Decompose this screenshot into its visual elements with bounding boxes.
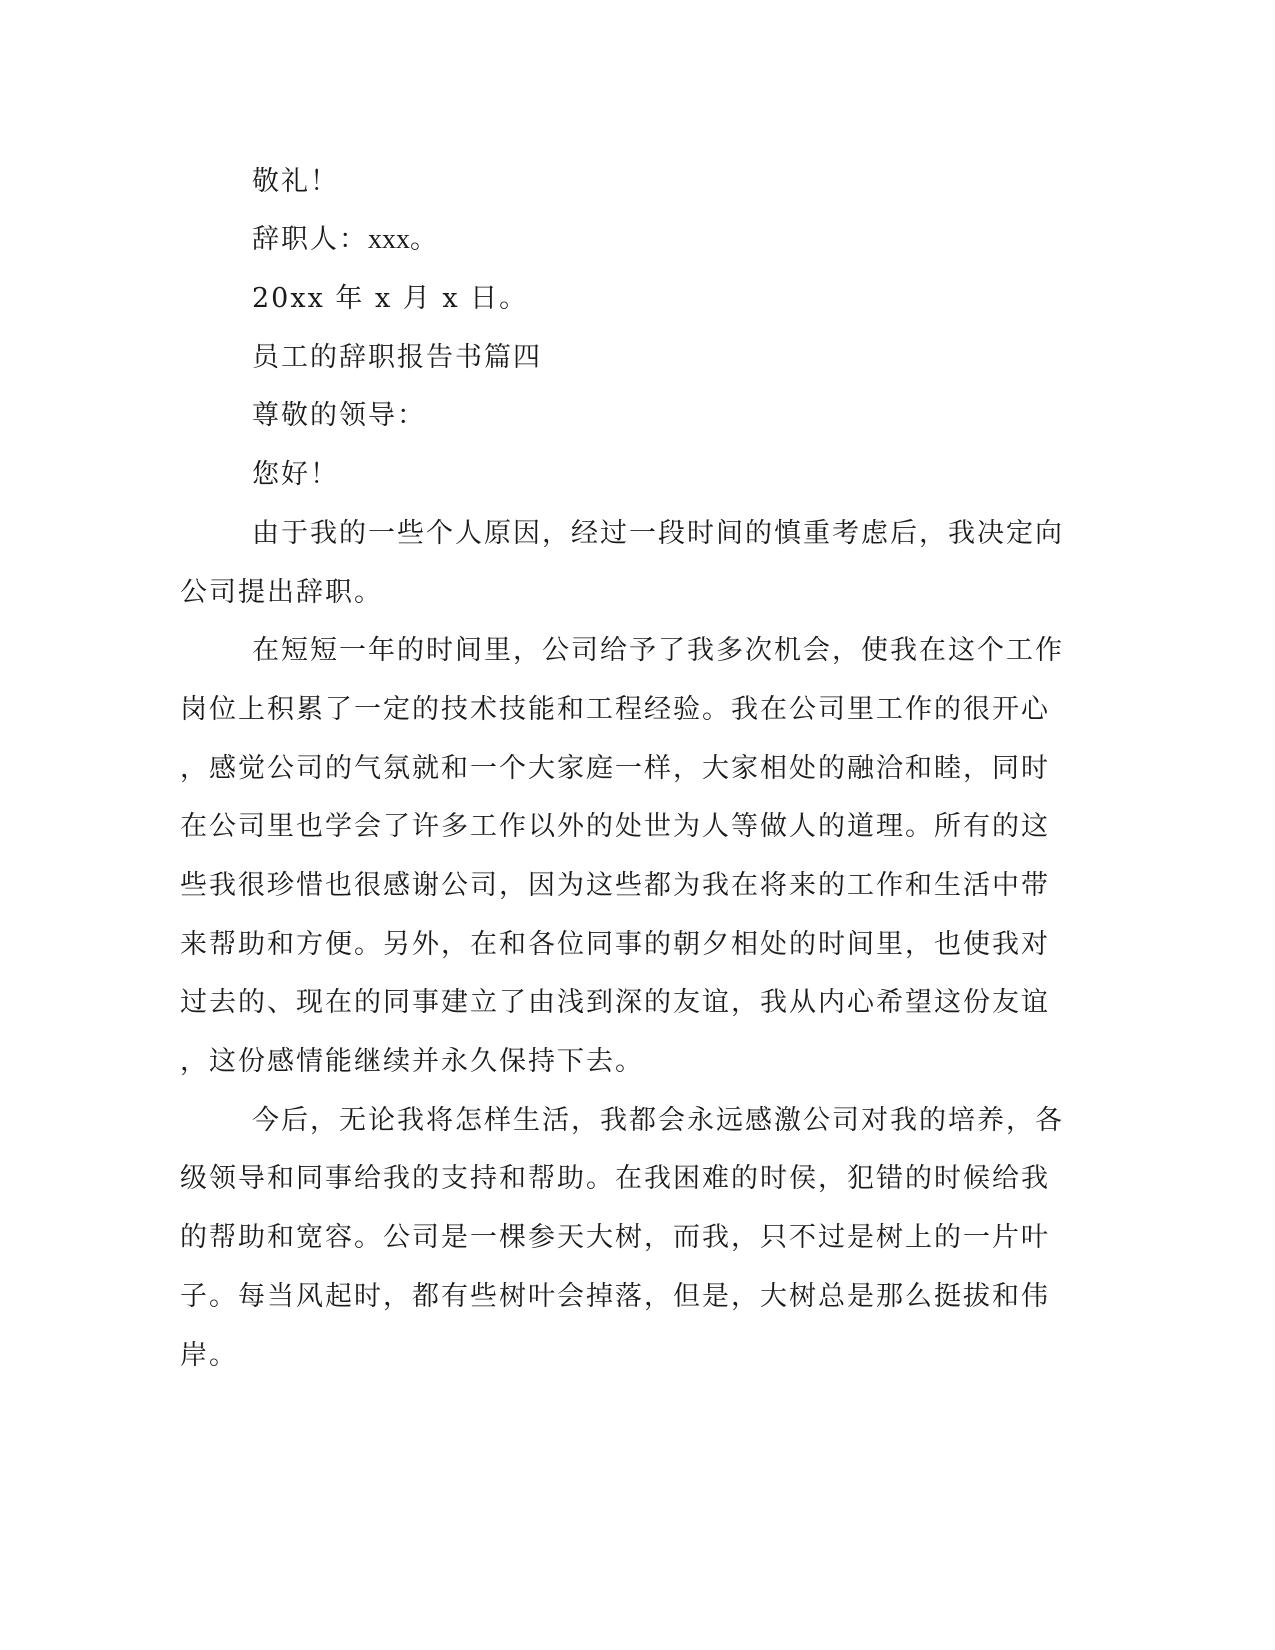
paragraph-line: 岸。 [180,1340,238,1371]
paragraph-line: 岗位上积累了一定的技术技能和工程经验。我在公司里工作的很开心 [180,694,1050,725]
paragraph-line: 在公司里也学会了许多工作以外的处世为人等做人的道理。所有的这 [180,811,1050,842]
resigner-suffix: 。 [410,224,439,255]
paragraph-line: ，感觉公司的气氛就和一个大家庭一样，大家相处的融洽和睦，同时 [180,753,1050,784]
paragraph-line: 公司提出辞职。 [180,577,383,608]
paragraph-line: 由于我的一些个人原因，经过一段时间的慎重考虑后，我决定向 [252,518,1064,549]
greeting: 您好！ [252,459,339,490]
date-line: 20xx 年 x 月 x 日。 [252,283,529,314]
paragraph-line: 过去的、现在的同事建立了由浅到深的友谊，我从内心希望这份友谊 [180,987,1050,1018]
paragraph-line: ，这份感情能继续并永久保持下去。 [180,1046,644,1077]
paragraph-line: 的帮助和宽容。公司是一棵参天大树，而我，只不过是树上的一片叶 [180,1222,1050,1253]
paragraph-line: 子。每当风起时，都有些树叶会掉落，但是，大树总是那么挺拔和伟 [180,1281,1050,1312]
resigner-name: xxx [368,224,410,255]
paragraph-line: 些我很珍惜也很感谢公司，因为这些都为我在将来的工作和生活中带 [180,870,1050,901]
resigner-line [252,222,439,258]
closing-line: 敬礼！ [252,166,339,197]
resigner-label: 辞职人： [252,224,368,255]
paragraph-line: 级领导和同事给我的支持和帮助。在我困难的时侯，犯错的时候给我 [180,1163,1050,1194]
paragraph-line: 今后，无论我将怎样生活，我都会永远感激公司对我的培养，各 [252,1105,1064,1136]
paragraph-line: 在短短一年的时间里，公司给予了我多次机会，使我在这个工作 [252,635,1064,666]
salutation: 尊敬的领导： [252,400,426,431]
section-title: 员工的辞职报告书篇四 [252,342,542,373]
paragraph-line: 来帮助和方便。另外，在和各位同事的朝夕相处的时间里，也使我对 [180,929,1050,960]
